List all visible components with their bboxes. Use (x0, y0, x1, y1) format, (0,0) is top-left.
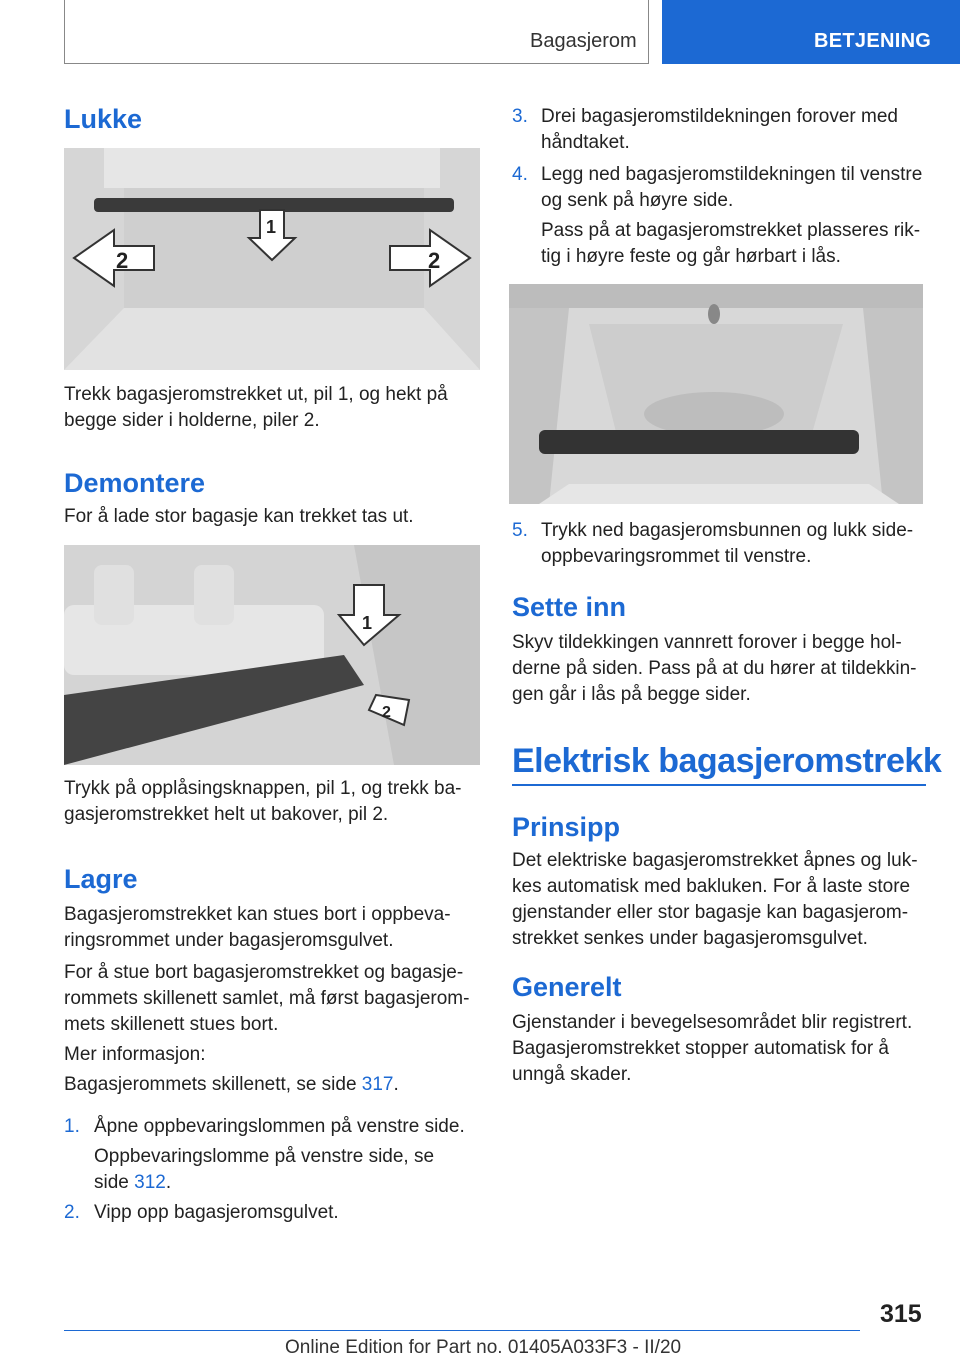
page-link-317[interactable]: 317 (361, 1074, 394, 1095)
para-lagre-1: Bagasjeromstrekket kan stues bort i oppbeva‐ ringsrommet under bagasjeromsgulvet. (64, 904, 451, 951)
heading-prinsipp: Prinsipp (512, 812, 621, 842)
fig1-label-right: 2 (428, 248, 441, 273)
figure-close-cover (64, 148, 480, 370)
para-reference: Bagasjerommets skillenett, se side 317. (64, 1074, 399, 1095)
heading-lukke: Lukke (64, 104, 143, 134)
heading-lagre: Lagre (64, 864, 138, 894)
para-trykk: Trykk på opplåsingsknappen, pil 1, og trekk ba‐ gasjeromstrekket helt ut bakover, pil 2. (64, 778, 462, 825)
header-chapter-label: BETJENING (814, 30, 932, 52)
heading-elektrisk-rule (512, 784, 926, 786)
footer-rule (64, 1330, 860, 1331)
para-mer-info: Mer informasjon: (64, 1044, 206, 1065)
step-4-text: Legg ned bagasjeromstildekningen til venstre og senk på høyre side. (541, 164, 923, 211)
heading-generelt: Generelt (512, 972, 622, 1002)
step-4-number: 4. (512, 164, 528, 185)
step-2-number: 2. (64, 1202, 80, 1223)
step-3-text: Drei bagasjeromstildekningen forover med håndtaket. (541, 106, 898, 153)
step-3-number: 3. (512, 106, 528, 127)
step-1-subtext: Oppbevaringslomme på venstre side, se side 312. (94, 1146, 435, 1193)
heading-demontere: Demontere (64, 468, 206, 498)
page-link-312[interactable]: 312 (134, 1172, 166, 1193)
para-demontere: For å lade stor bagasje kan trekket tas ut. (64, 506, 414, 527)
para-lukke: Trekk bagasjeromstrekket ut, pil 1, og hekt på begge sider i holderne, piler 2. (64, 384, 448, 431)
fig2-label-2: 2 (382, 704, 391, 721)
step-5-number: 5. (512, 520, 528, 541)
figure-trunk-storage (509, 284, 923, 504)
step-1-number: 1. (64, 1116, 80, 1137)
step-4-subtext: Pass på at bagasjeromstrekket plasseres rik‐ tig i høyre feste og går hørbart i lås. (541, 220, 921, 267)
fig1-label-center: 1 (266, 217, 277, 237)
fig1-label-left: 2 (116, 248, 129, 273)
para-lagre-2: For å stue bort bagasjeromstrekket og bagasje‐ rommets skillenett samlet, må først bagasjerom‐ mets skillenett stues bort. (64, 962, 470, 1035)
page-number: 315 (880, 1300, 922, 1328)
footer-edition: Online Edition for Part no. 01405A033F3 - II/20 (285, 1337, 682, 1358)
heading-elektrisk: Elektrisk bagasjeromstrekk (512, 742, 942, 780)
step-5-text: Trykk ned bagasjeromsbunnen og lukk side‐ oppbevaringsrommet til venstre. (541, 520, 914, 567)
step-2-text: Vipp opp bagasjeromsgulvet. (94, 1202, 339, 1223)
para-sette-inn: Skyv tildekkingen vannrett forover i begge hol‐ derne på siden. Pass på at du hører at tildekkin‐ gen går i lås på begge sider. (512, 632, 917, 705)
para-generelt: Gjenstander i bevegelsesområdet blir registrert. Bagasjeromstrekket stopper automatisk for å unngå skader. (512, 1012, 913, 1085)
figure-remove-cover (64, 545, 480, 765)
heading-sette-inn: Sette inn (512, 592, 627, 622)
header-chapter-tab[interactable] (662, 0, 960, 64)
header-section-title: Bagasjerom (530, 30, 637, 52)
para-prinsipp: Det elektriske bagasjeromstrekket åpnes og luk‐ kes automatisk med bakluken. For å laste store gjenstander eller stor bagasje kan bagasjerom‐ strekket senkes under bagasjeromsgulvet. (512, 850, 918, 949)
fig2-label-1: 1 (362, 613, 373, 633)
step-1-text: Åpne oppbevaringslommen på venstre side. (94, 1116, 465, 1137)
